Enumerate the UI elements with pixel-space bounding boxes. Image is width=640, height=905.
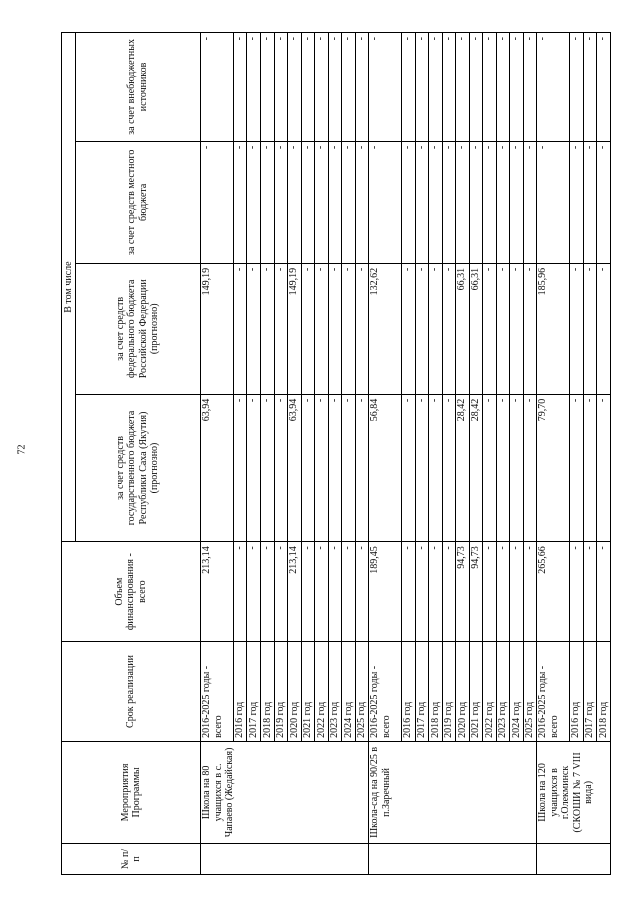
total-cell: 189,45 <box>369 542 402 642</box>
extrabudget-cell: - <box>369 33 402 142</box>
term-cell: 2017 год <box>415 642 429 742</box>
federal-budget-cell: - <box>261 263 275 394</box>
term-cell: 2020 год <box>288 642 302 742</box>
local-budget-cell: - <box>201 141 234 263</box>
term-cell: 2025 год <box>355 642 369 742</box>
federal-budget-cell: 66,31 <box>456 263 470 394</box>
term-cell: 2025 год <box>523 642 537 742</box>
total-cell: - <box>597 542 611 642</box>
extrabudget-cell: - <box>288 33 302 142</box>
state-budget-cell: - <box>523 394 537 542</box>
federal-budget-cell: 149,19 <box>288 263 302 394</box>
local-budget-cell: - <box>288 141 302 263</box>
extrabudget-cell: - <box>569 33 583 142</box>
total-cell: 94,73 <box>456 542 470 642</box>
term-cell: 2016-2025 годы - всего <box>201 642 234 742</box>
extrabudget-cell: - <box>597 33 611 142</box>
extrabudget-cell: - <box>583 33 597 142</box>
total-cell: - <box>233 542 247 642</box>
total-cell: - <box>315 542 329 642</box>
local-budget-cell: - <box>429 141 443 263</box>
term-cell: 2016-2025 годы - всего <box>537 642 570 742</box>
local-budget-cell: - <box>342 141 356 263</box>
federal-budget-cell: - <box>483 263 497 394</box>
federal-budget-cell: - <box>274 263 288 394</box>
state-budget-cell: 63,94 <box>201 394 234 542</box>
state-budget-cell: 28,42 <box>456 394 470 542</box>
state-budget-cell: - <box>328 394 342 542</box>
state-budget-cell: - <box>442 394 456 542</box>
federal-budget-cell: 149,19 <box>201 263 234 394</box>
extrabudget-cell: - <box>261 33 275 142</box>
total-cell: - <box>415 542 429 642</box>
term-cell: 2016-2025 годы - всего <box>369 642 402 742</box>
total-cell: - <box>483 542 497 642</box>
term-cell: 2018 год <box>429 642 443 742</box>
state-budget-cell: 56,84 <box>369 394 402 542</box>
local-budget-cell: - <box>301 141 315 263</box>
total-cell: - <box>342 542 356 642</box>
extrabudget-cell: - <box>510 33 524 142</box>
extrabudget-cell: - <box>355 33 369 142</box>
federal-budget-cell: 185,96 <box>537 263 570 394</box>
federal-budget-cell: 132,62 <box>369 263 402 394</box>
local-budget-cell: - <box>597 141 611 263</box>
extrabudget-cell: - <box>233 33 247 142</box>
header-term: Срок реализации <box>62 642 201 742</box>
federal-budget-cell: 66,31 <box>469 263 483 394</box>
term-cell: 2024 год <box>342 642 356 742</box>
total-cell: - <box>523 542 537 642</box>
activity-cell: Школа на 120 учащихся в г.Олекминск (СКОШИ № 7 VIII вида) <box>537 741 611 843</box>
total-cell: - <box>569 542 583 642</box>
federal-budget-cell: - <box>301 263 315 394</box>
state-budget-cell: - <box>401 394 415 542</box>
state-budget-cell: - <box>597 394 611 542</box>
local-budget-cell: - <box>569 141 583 263</box>
local-budget-cell: - <box>537 141 570 263</box>
federal-budget-cell: - <box>510 263 524 394</box>
local-budget-cell: - <box>233 141 247 263</box>
federal-budget-cell: - <box>342 263 356 394</box>
term-cell: 2019 год <box>274 642 288 742</box>
table-row <box>369 33 402 875</box>
extrabudget-cell: - <box>315 33 329 142</box>
term-cell: 2018 год <box>261 642 275 742</box>
header-local-budget: за счет средств местного бюджета <box>75 141 201 263</box>
activity-cell: Школа на 80 учащихся в с. Чапаево (Жедайская) <box>201 741 369 843</box>
state-budget-cell: - <box>233 394 247 542</box>
extrabudget-cell: - <box>483 33 497 142</box>
state-budget-cell: - <box>315 394 329 542</box>
extrabudget-cell: - <box>429 33 443 142</box>
extrabudget-cell: - <box>456 33 470 142</box>
state-budget-cell: 79,70 <box>537 394 570 542</box>
header-row-1 <box>62 33 76 875</box>
term-cell: 2022 год <box>483 642 497 742</box>
local-budget-cell: - <box>328 141 342 263</box>
extrabudget-cell: - <box>301 33 315 142</box>
page-number: 72 <box>16 444 28 455</box>
num-cell <box>537 843 611 874</box>
extrabudget-cell: - <box>537 33 570 142</box>
federal-budget-cell: - <box>315 263 329 394</box>
financing-table <box>61 32 611 875</box>
header-including: В том числе <box>62 33 76 542</box>
local-budget-cell: - <box>315 141 329 263</box>
state-budget-cell: - <box>483 394 497 542</box>
federal-budget-cell: - <box>328 263 342 394</box>
federal-budget-cell: - <box>415 263 429 394</box>
term-cell: 2023 год <box>496 642 510 742</box>
state-budget-cell: - <box>342 394 356 542</box>
federal-budget-cell: - <box>247 263 261 394</box>
federal-budget-cell: - <box>597 263 611 394</box>
header-total: Объем финансирования - всего <box>62 542 201 642</box>
extrabudget-cell: - <box>401 33 415 142</box>
extrabudget-cell: - <box>342 33 356 142</box>
term-cell: 2020 год <box>456 642 470 742</box>
num-cell <box>369 843 537 874</box>
activity-cell: Школа-сад на 90/25 в п.Заречный <box>369 741 537 843</box>
term-cell: 2021 год <box>301 642 315 742</box>
extrabudget-cell: - <box>469 33 483 142</box>
state-budget-cell: - <box>583 394 597 542</box>
table-row <box>537 33 570 875</box>
federal-budget-cell: - <box>355 263 369 394</box>
total-cell: - <box>496 542 510 642</box>
state-budget-cell: - <box>496 394 510 542</box>
total-cell: - <box>355 542 369 642</box>
extrabudget-cell: - <box>274 33 288 142</box>
local-budget-cell: - <box>261 141 275 263</box>
term-cell: 2021 год <box>469 642 483 742</box>
federal-budget-cell: - <box>401 263 415 394</box>
federal-budget-cell: - <box>429 263 443 394</box>
local-budget-cell: - <box>483 141 497 263</box>
total-cell: 265,66 <box>537 542 570 642</box>
header-num: № п/п <box>62 843 201 874</box>
rotated-page <box>61 32 611 875</box>
table-row <box>201 33 234 875</box>
state-budget-cell: - <box>429 394 443 542</box>
term-cell: 2016 год <box>401 642 415 742</box>
header-extrabudget: за счет внебюджетных источников <box>75 33 201 142</box>
total-cell: - <box>583 542 597 642</box>
total-cell: - <box>274 542 288 642</box>
state-budget-cell: - <box>569 394 583 542</box>
local-budget-cell: - <box>510 141 524 263</box>
header-federal-budget: за счет средств федерального бюджета Российской Федерации (прогнозно) <box>75 263 201 394</box>
local-budget-cell: - <box>274 141 288 263</box>
header-activity: Мероприятия Программы <box>62 741 201 843</box>
local-budget-cell: - <box>369 141 402 263</box>
local-budget-cell: - <box>247 141 261 263</box>
term-cell: 2024 год <box>510 642 524 742</box>
num-cell <box>201 843 369 874</box>
state-budget-cell: - <box>355 394 369 542</box>
term-cell: 2016 год <box>233 642 247 742</box>
total-cell: - <box>261 542 275 642</box>
state-budget-cell: - <box>301 394 315 542</box>
local-budget-cell: - <box>401 141 415 263</box>
local-budget-cell: - <box>523 141 537 263</box>
state-budget-cell: 28,42 <box>469 394 483 542</box>
total-cell: 94,73 <box>469 542 483 642</box>
extrabudget-cell: - <box>523 33 537 142</box>
total-cell: - <box>328 542 342 642</box>
extrabudget-cell: - <box>496 33 510 142</box>
total-cell: - <box>247 542 261 642</box>
total-cell: - <box>301 542 315 642</box>
state-budget-cell: - <box>274 394 288 542</box>
total-cell: - <box>442 542 456 642</box>
federal-budget-cell: - <box>442 263 456 394</box>
extrabudget-cell: - <box>201 33 234 142</box>
local-budget-cell: - <box>415 141 429 263</box>
term-cell: 2017 год <box>247 642 261 742</box>
total-cell: - <box>510 542 524 642</box>
federal-budget-cell: - <box>523 263 537 394</box>
federal-budget-cell: - <box>233 263 247 394</box>
local-budget-cell: - <box>355 141 369 263</box>
state-budget-cell: - <box>510 394 524 542</box>
extrabudget-cell: - <box>328 33 342 142</box>
extrabudget-cell: - <box>247 33 261 142</box>
state-budget-cell: 63,94 <box>288 394 302 542</box>
term-cell: 2023 год <box>328 642 342 742</box>
term-cell: 2019 год <box>442 642 456 742</box>
total-cell: - <box>429 542 443 642</box>
local-budget-cell: - <box>442 141 456 263</box>
total-cell: 213,14 <box>288 542 302 642</box>
state-budget-cell: - <box>247 394 261 542</box>
local-budget-cell: - <box>456 141 470 263</box>
extrabudget-cell: - <box>415 33 429 142</box>
federal-budget-cell: - <box>583 263 597 394</box>
term-cell: 2018 год <box>597 642 611 742</box>
total-cell: 213,14 <box>201 542 234 642</box>
term-cell: 2016 год <box>569 642 583 742</box>
extrabudget-cell: - <box>442 33 456 142</box>
term-cell: 2017 год <box>583 642 597 742</box>
federal-budget-cell: - <box>496 263 510 394</box>
state-budget-cell: - <box>261 394 275 542</box>
total-cell: - <box>401 542 415 642</box>
header-state-budget: за счет средств государственного бюджета Республики Саха (Якутия) (прогнозно) <box>75 394 201 542</box>
local-budget-cell: - <box>583 141 597 263</box>
term-cell: 2022 год <box>315 642 329 742</box>
local-budget-cell: - <box>469 141 483 263</box>
state-budget-cell: - <box>415 394 429 542</box>
federal-budget-cell: - <box>569 263 583 394</box>
local-budget-cell: - <box>496 141 510 263</box>
